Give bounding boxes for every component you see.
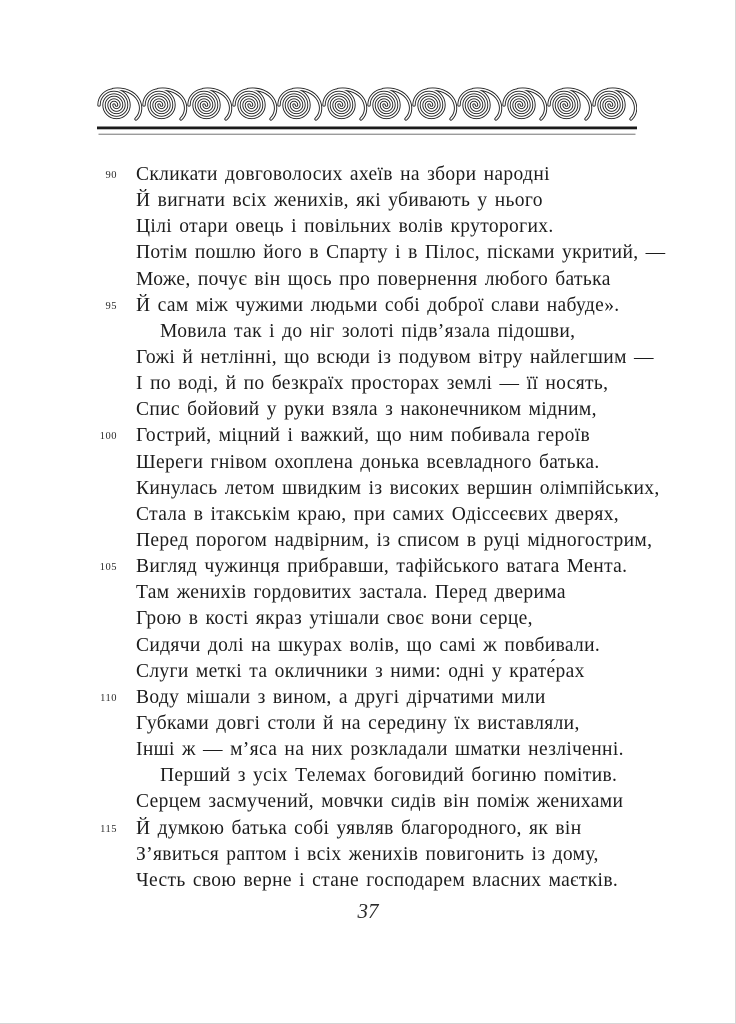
verse-line: Й думкою батька собі уявляв благородного, як він: [136, 817, 582, 839]
verse-line: Там женихів гордовитих застала. Перед дверима: [136, 582, 566, 604]
line-number: 100: [99, 431, 117, 443]
line-number: 110: [100, 692, 117, 704]
verse-row: [0, 214, 736, 240]
line-number: 90: [105, 170, 117, 181]
verse-line: Воду мішали з вином, а другі дірчатими мили: [136, 686, 546, 708]
verse-row: [0, 319, 736, 345]
verse-row: [0, 345, 736, 371]
verse-row: [0, 188, 736, 214]
verse-line: Інші ж — м’яса на них розкладали шматки незліченні.: [136, 739, 624, 761]
verse-line: Спис бойовий у руки взяла з наконечником мідним,: [136, 399, 597, 421]
page-number: 37: [357, 899, 379, 923]
verse-row: [0, 423, 736, 449]
verse-row: [0, 711, 736, 737]
verse-row: [0, 162, 736, 188]
verse-row: [0, 240, 736, 266]
verse-row: [0, 737, 736, 763]
wave-scroll-ornament: [97, 85, 637, 137]
verse-line: Серцем засмучений, мовчки сидів він поміж женихами: [136, 791, 624, 813]
verse-line: Сидячи долі на шкурах волів, що самі ж повбивали.: [136, 634, 601, 656]
verse-line: З’явиться раптом і всіх женихів повигонить із дому,: [136, 843, 599, 865]
verse-line: Перший з усіх Телемах боговидий богиню помітив.: [160, 765, 618, 787]
verse-line: Честь свою верне і стане господарем власних маєтків.: [136, 869, 619, 891]
verse-row: [0, 397, 736, 423]
verse-line: Й вигнати всіх женихів, які убивають у нього: [136, 190, 543, 212]
verse-line: Стала в ітакськім краю, при самих Одіссеєвих дверях,: [136, 503, 620, 525]
verse-row: [0, 528, 736, 554]
wave-scroll-icon: [97, 85, 637, 137]
line-number: 115: [100, 823, 117, 835]
line-number: 105: [99, 562, 117, 574]
verse-line: Гожі й нетлінні, що всюди із подувом вітру найлегшим —: [136, 346, 654, 368]
verse-row: [0, 685, 736, 711]
verse-line: Гострий, міцний і важкий, що ним побивала героїв: [136, 425, 591, 447]
verse-line: Й сам між чужими людьми собі доброї слави набуде».: [136, 294, 620, 316]
verse-row: [0, 371, 736, 397]
verse-line: І по воді, й по безкраїх просторах землі — її носять,: [136, 373, 609, 395]
verse-line: Грою в кості якраз утішали своє вони серце,: [136, 608, 533, 630]
header-rule-primary: [97, 127, 637, 130]
verse-line: Скликати довговолосих ахеїв на збори народні: [136, 164, 550, 185]
verse-row: [0, 267, 736, 293]
verse-row: [0, 450, 736, 476]
verse-line: Цілі отари овець і повільних волів круторогих.: [136, 216, 554, 238]
verse-row: [0, 580, 736, 606]
verse-line: Кинулась летом швидким із високих вершин олімпійських,: [136, 477, 660, 499]
verse-row: [0, 476, 736, 502]
verse-line: Слуги меткі та окличники з ними: одні у крате́рах: [136, 660, 585, 682]
verse-row: [0, 842, 736, 868]
header-rule-secondary: [99, 134, 636, 135]
verse-line: Шереги гнівом охоплена донька всевладного батька.: [136, 451, 600, 473]
verse-row: [0, 606, 736, 632]
verse-row: [0, 763, 736, 789]
verse-line: Губками довгі столи й на середину їх виставляли,: [136, 712, 580, 734]
verse-line: Перед порогом надвірним, із списом в руці мідногострим,: [136, 529, 653, 551]
verse-row: [0, 868, 736, 894]
verse-row: [0, 293, 736, 319]
verse-row: [0, 816, 736, 842]
verse-row: [0, 502, 736, 528]
verse-block: [0, 162, 736, 894]
verse-line: Мовила так і до ніг золоті підв’язала підошви,: [160, 320, 576, 342]
verse-line: Вигляд чужинця прибравши, тафійського ватага Мента.: [136, 556, 628, 578]
verse-line: Може, почує він щось про повернення любого батька: [136, 268, 611, 290]
verse-row: [0, 554, 736, 580]
verse-row: [0, 789, 736, 815]
verse-line: Потім пошлю його в Спарту і в Пілос, пісками укритий, —: [136, 242, 666, 264]
verse-row: [0, 659, 736, 685]
line-number: 95: [105, 300, 117, 312]
verse-row: [0, 633, 736, 659]
